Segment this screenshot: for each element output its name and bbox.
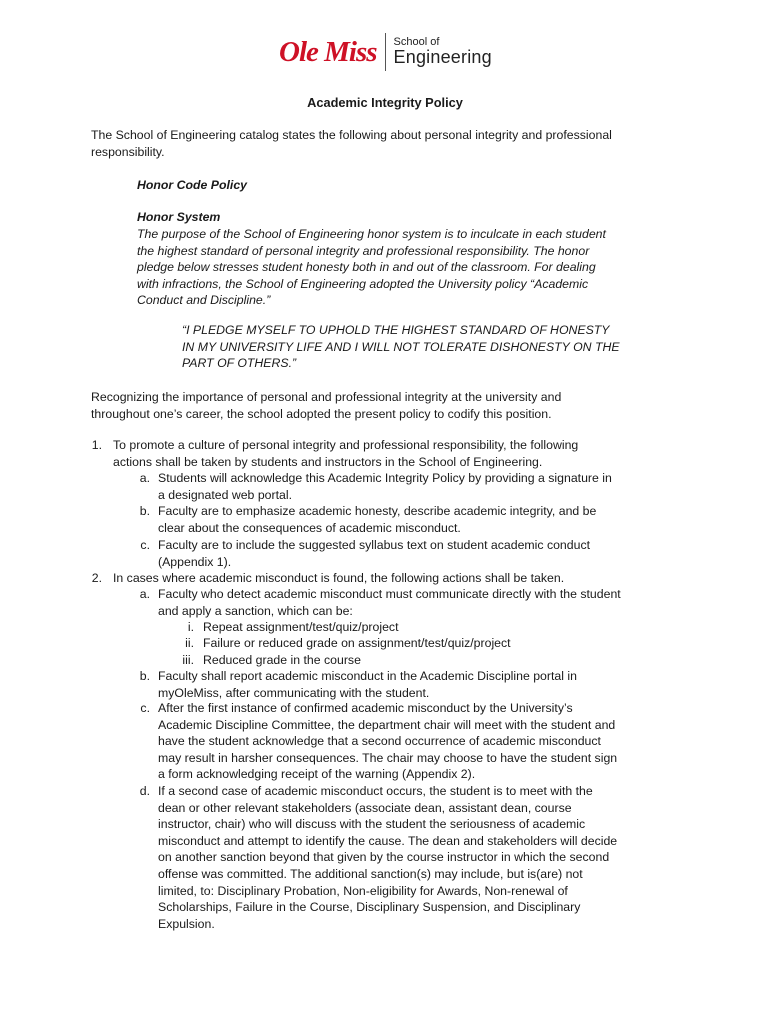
list-letter: c. (140, 701, 150, 715)
list-letter: d. (139, 784, 150, 798)
logo-divider (385, 33, 386, 71)
list-item: To promote a culture of personal integrity and professional responsibility, the following actions shall be taken by students and instructors in the School of Engineering. (113, 438, 579, 469)
ole-miss-engineering-logo (279, 30, 492, 74)
honor-pledge: “I PLEDGE MYSELF TO UPHOLD THE HIGHEST STANDARD OF HONESTY IN MY UNIVERSITY LIFE AND I WILL NOT TOLERATE DISHONESTY ON THE PART OF OTHERS.” (182, 323, 620, 371)
honor-code-heading: Honor Code Policy (137, 178, 247, 192)
recognizing-paragraph: Recognizing the importance of personal and professional integrity at the university and throughout one’s career, the school adopted the present policy to codify this position. (91, 390, 562, 421)
list-letter: a. (139, 587, 150, 601)
list-item: Repeat assignment/test/quiz/project (203, 620, 399, 634)
list-item: In cases where academic misconduct is found, the following actions shall be taken. (113, 571, 565, 585)
engineering-label: Engineering (393, 47, 492, 68)
honor-system-purpose: The purpose of the School of Engineering honor system is to inculcate in each student the highest standard of personal integrity and professional responsibility. The honor pledge below stresses student honesty both in and out of the classroom. For dealing with infractions, the School of Engineering adopted the University policy “Academic Conduct and Discipline.” (137, 227, 606, 308)
list-item: Failure or reduced grade on assignment/test/quiz/project (203, 636, 511, 650)
list-item: Faculty who detect academic misconduct must communicate directly with the student and apply a sanction, which can be: (158, 587, 621, 618)
list-roman: i. (187, 620, 194, 634)
school-of-label: School of (393, 36, 440, 49)
list-letter: b. (139, 669, 150, 683)
list-item: If a second case of academic misconduct occurs, the student is to meet with the dean or other relevant stakeholders (associate dean, assistant dean, course instructor, chair) who will discuss with the student the seriousness of academic misconduct and attempt to identify the cause. The dean and stakeholders will decide on another sanction beyond that given by the course instructor in which the second offense was committed. The additional sanction(s) may include, but is(are) not limited, to: Disciplinary Probation, Non-eligibility for Awards, Non-renewal of Scholarships, Failure in the Course, Disciplinary Suspension, and Disciplinary Expulsion. (158, 784, 618, 931)
list-number: 1. (91, 438, 102, 452)
intro-paragraph: The School of Engineering catalog states the following about personal integrity and professional responsibility. (91, 128, 612, 159)
list-letter: b. (139, 504, 150, 518)
list-roman: iii. (182, 653, 194, 667)
list-number: 2. (91, 571, 102, 585)
list-letter: c. (140, 538, 150, 552)
list-letter: a. (139, 471, 150, 485)
list-roman: ii. (185, 636, 194, 650)
honor-system-heading: Honor System (137, 210, 221, 224)
list-item: Faculty are to include the suggested syllabus text on student academic conduct (Appendix 1). (158, 538, 591, 569)
list-item: Students will acknowledge this Academic Integrity Policy by providing a signature in a designated web portal. (158, 471, 612, 502)
list-item: Reduced grade in the course (203, 653, 361, 667)
school-name (394, 36, 492, 68)
list-item: Faculty are to emphasize academic honesty, describe academic integrity, and be clear about the consequences of academic misconduct. (158, 504, 597, 535)
document-title: Academic Integrity Policy (307, 95, 463, 110)
ole-miss-wordmark: Ole Miss (279, 35, 377, 68)
list-item: After the first instance of confirmed academic misconduct by the University’s Academic Discipline Committee, the department chair will meet with the student and have the student acknowledge that a second occurrence of academic misconduct may result in harsher consequences. The chair may choose to have the student sign a form acknowledging receipt of the warning (Appendix 2). (158, 701, 618, 782)
list-item: Faculty shall report academic misconduct in the Academic Discipline portal in myOleMiss, after communicating with the student. (158, 669, 577, 700)
